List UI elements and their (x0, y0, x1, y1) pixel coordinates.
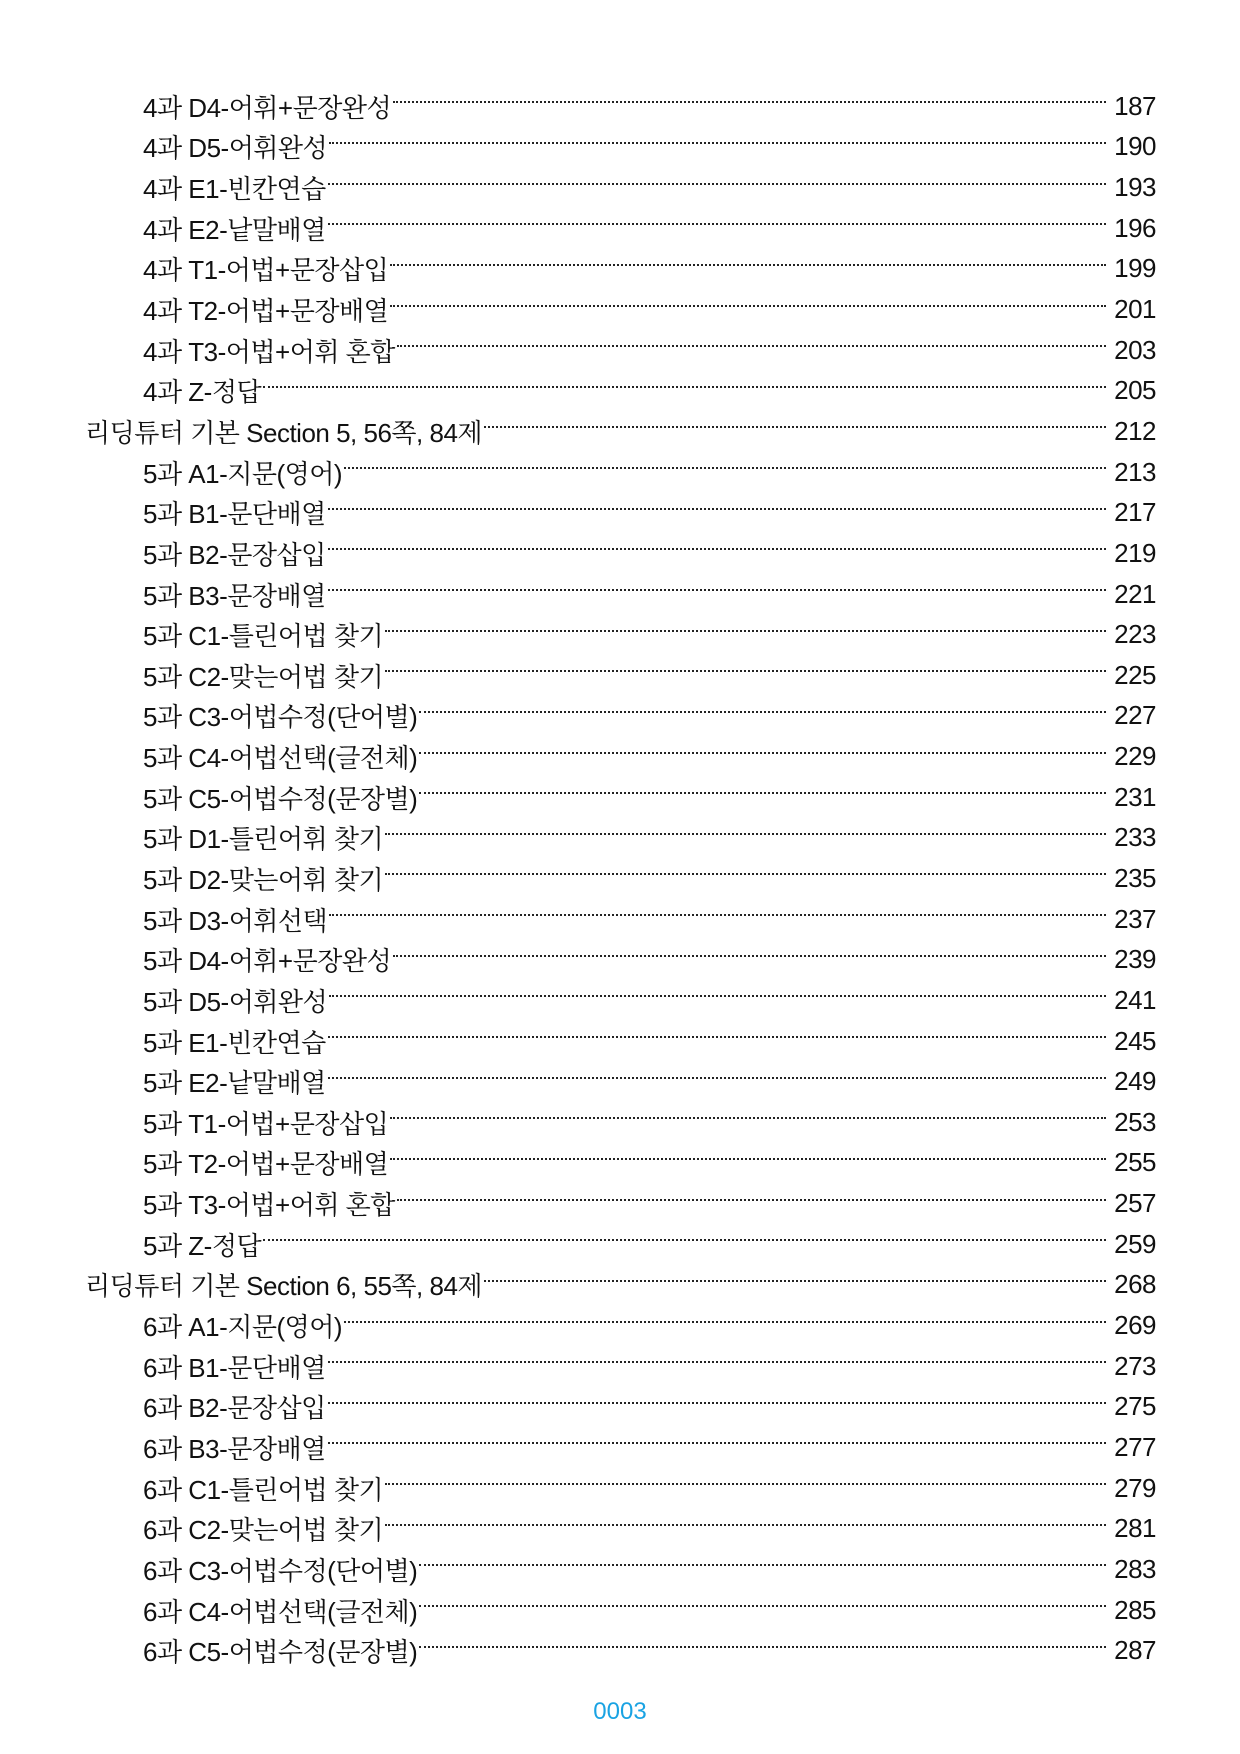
toc-entry[interactable] (0, 208, 1240, 249)
toc-entry[interactable] (0, 492, 1240, 533)
toc-entry[interactable] (0, 696, 1240, 737)
toc-entry-title: 6과 C4-어법선택(글전체) (143, 1596, 418, 1627)
dot-leader (344, 467, 1106, 469)
toc-entry-title: 5과 T3-어법+어휘 혼합 (143, 1190, 395, 1221)
dot-leader (328, 1402, 1106, 1404)
dot-leader (390, 264, 1106, 266)
table-of-contents (0, 86, 1240, 1671)
dot-leader (484, 426, 1106, 428)
dot-leader (419, 1605, 1106, 1607)
toc-entry-title: 5과 Z-정답 (143, 1230, 262, 1261)
toc-entry-title: 5과 E2-낱말배열 (143, 1068, 326, 1099)
toc-entry-title: 5과 D5-어휘완성 (143, 986, 328, 1017)
toc-entry[interactable] (0, 1183, 1240, 1224)
toc-entry-page: 285 (1114, 1594, 1156, 1625)
toc-entry-page: 287 (1114, 1635, 1156, 1666)
dot-leader (419, 792, 1106, 794)
dot-leader (344, 1321, 1106, 1323)
dot-leader (328, 508, 1106, 510)
toc-entry-title: 5과 C3-어법수정(단어별) (143, 702, 418, 733)
dot-leader (328, 589, 1106, 591)
toc-section-entry[interactable] (0, 411, 1240, 452)
toc-entry-title: 6과 A1-지문(영어) (143, 1312, 343, 1343)
toc-entry[interactable] (0, 1061, 1240, 1102)
toc-entry-title: 5과 B2-문장삽입 (143, 539, 326, 570)
toc-entry-title: 6과 B3-문장배열 (143, 1433, 326, 1464)
dot-leader (328, 183, 1106, 185)
toc-entry[interactable] (0, 899, 1240, 940)
toc-entry[interactable] (0, 1508, 1240, 1549)
toc-entry-page: 225 (1114, 659, 1156, 690)
toc-entry-title: 리딩튜터 기본 Section 5, 56쪽, 84제 (85, 417, 483, 448)
dot-leader (419, 711, 1106, 713)
toc-entry-page: 219 (1114, 537, 1156, 568)
toc-entry-page: 275 (1114, 1391, 1156, 1422)
toc-entry-page: 255 (1114, 1147, 1156, 1178)
toc-entry[interactable] (0, 939, 1240, 980)
toc-entry-title: 4과 T1-어법+문장삽입 (143, 255, 389, 286)
dot-leader (419, 1646, 1106, 1648)
dot-leader (329, 995, 1106, 997)
toc-entry-title: 5과 A1-지문(영어) (143, 458, 343, 489)
toc-entry-page: 269 (1114, 1310, 1156, 1341)
dot-leader (328, 548, 1106, 550)
toc-entry-title: 4과 D5-어휘완성 (143, 133, 328, 164)
toc-entry[interactable] (0, 1143, 1240, 1184)
dot-leader (419, 1564, 1106, 1566)
toc-entry[interactable] (0, 1102, 1240, 1143)
dot-leader (385, 873, 1106, 875)
dot-leader (328, 223, 1106, 225)
toc-entry-title: 5과 T1-어법+문장삽입 (143, 1108, 389, 1139)
toc-entry[interactable] (0, 1630, 1240, 1671)
toc-entry[interactable] (0, 980, 1240, 1021)
toc-entry-title: 리딩튜터 기본 Section 6, 55쪽, 84제 (85, 1271, 483, 1302)
toc-entry[interactable] (0, 1468, 1240, 1509)
dot-leader (328, 1442, 1106, 1444)
dot-leader (393, 101, 1106, 103)
toc-entry-title: 4과 E2-낱말배열 (143, 214, 326, 245)
toc-entry[interactable] (0, 736, 1240, 777)
toc-entry-page: 223 (1114, 619, 1156, 650)
toc-entry-title: 6과 C5-어법수정(문장별) (143, 1637, 418, 1668)
toc-entry[interactable] (0, 1590, 1240, 1631)
dot-leader (329, 914, 1106, 916)
dot-leader (390, 1158, 1106, 1160)
toc-entry-page: 249 (1114, 1066, 1156, 1097)
dot-leader (329, 142, 1106, 144)
toc-entry-page: 237 (1114, 903, 1156, 934)
dot-leader (328, 1361, 1106, 1363)
toc-entry-title: 5과 D3-어휘선택 (143, 905, 328, 936)
dot-leader (393, 955, 1106, 957)
toc-entry[interactable] (0, 1549, 1240, 1590)
toc-entry-page: 221 (1114, 578, 1156, 609)
toc-entry[interactable] (0, 127, 1240, 168)
toc-entry-page: 283 (1114, 1553, 1156, 1584)
toc-entry[interactable] (0, 818, 1240, 859)
toc-entry-page: 268 (1114, 1269, 1156, 1300)
toc-entry[interactable] (0, 777, 1240, 818)
toc-entry-title: 5과 D1-틀린어휘 찾기 (143, 824, 384, 855)
toc-entry[interactable] (0, 1427, 1240, 1468)
toc-entry[interactable] (0, 533, 1240, 574)
dot-leader (385, 833, 1106, 835)
dot-leader (390, 305, 1106, 307)
toc-entry-title: 5과 D2-맞는어휘 찾기 (143, 864, 384, 895)
toc-entry-title: 5과 D4-어휘+문장완성 (143, 946, 392, 977)
toc-entry-title: 5과 B3-문장배열 (143, 580, 326, 611)
toc-entry-page: 281 (1114, 1513, 1156, 1544)
toc-entry-page: 187 (1114, 90, 1156, 121)
toc-entry-title: 4과 T2-어법+문장배열 (143, 296, 389, 327)
toc-entry-page: 229 (1114, 741, 1156, 772)
toc-entry-page: 205 (1114, 375, 1156, 406)
toc-entry-page: 239 (1114, 944, 1156, 975)
toc-entry-title: 5과 C1-틀린어법 찾기 (143, 621, 384, 652)
toc-entry-title: 6과 C2-맞는어법 찾기 (143, 1515, 384, 1546)
dot-leader (385, 1524, 1106, 1526)
toc-entry-title: 4과 D4-어휘+문장완성 (143, 92, 392, 123)
toc-entry-title: 5과 C4-어법선택(글전체) (143, 743, 418, 774)
toc-entry-page: 277 (1114, 1431, 1156, 1462)
toc-entry-title: 5과 T2-어법+문장배열 (143, 1149, 389, 1180)
toc-entry-page: 259 (1114, 1228, 1156, 1259)
toc-entry-page: 199 (1114, 253, 1156, 284)
toc-entry-page: 233 (1114, 822, 1156, 853)
dot-leader (328, 1036, 1106, 1038)
toc-entry-page: 212 (1114, 415, 1156, 446)
toc-entry[interactable] (0, 858, 1240, 899)
toc-entry-page: 193 (1114, 172, 1156, 203)
toc-entry-page: 241 (1114, 984, 1156, 1015)
toc-entry-title: 5과 C2-맞는어법 찾기 (143, 661, 384, 692)
toc-entry-title: 5과 C5-어법수정(문장별) (143, 783, 418, 814)
toc-entry-title: 6과 C3-어법수정(단어별) (143, 1555, 418, 1586)
toc-entry-page: 253 (1114, 1106, 1156, 1137)
toc-entry-title: 4과 E1-빈칸연습 (143, 174, 326, 205)
dot-leader (397, 345, 1106, 347)
dot-leader (397, 1199, 1106, 1201)
toc-entry-page: 235 (1114, 862, 1156, 893)
toc-entry-title: 4과 Z-정답 (143, 377, 262, 408)
toc-entry[interactable] (0, 370, 1240, 411)
toc-entry-page: 203 (1114, 334, 1156, 365)
toc-entry[interactable] (0, 167, 1240, 208)
toc-entry[interactable] (0, 614, 1240, 655)
toc-entry-page: 279 (1114, 1472, 1156, 1503)
toc-entry[interactable] (0, 574, 1240, 615)
dot-leader (385, 1483, 1106, 1485)
dot-leader (390, 1117, 1106, 1119)
toc-entry-title: 5과 E1-빈칸연습 (143, 1027, 326, 1058)
toc-entry-page: 217 (1114, 497, 1156, 528)
toc-entry[interactable] (0, 1346, 1240, 1387)
toc-section-entry[interactable] (0, 1265, 1240, 1306)
toc-entry-page: 231 (1114, 781, 1156, 812)
toc-entry-page: 257 (1114, 1188, 1156, 1219)
toc-entry[interactable] (0, 1387, 1240, 1428)
toc-entry[interactable] (0, 1021, 1240, 1062)
toc-entry[interactable] (0, 86, 1240, 127)
toc-entry-page: 196 (1114, 212, 1156, 243)
toc-entry-title: 6과 B2-문장삽입 (143, 1393, 326, 1424)
toc-entry[interactable] (0, 655, 1240, 696)
dot-leader (385, 630, 1106, 632)
toc-entry-page: 245 (1114, 1025, 1156, 1056)
toc-entry[interactable] (0, 289, 1240, 330)
page-number: 0003 (593, 1698, 647, 1725)
dot-leader (484, 1280, 1106, 1282)
toc-entry-page: 213 (1114, 456, 1156, 487)
toc-entry[interactable] (0, 249, 1240, 290)
dot-leader (263, 1239, 1106, 1241)
toc-entry[interactable] (0, 452, 1240, 493)
toc-entry-page: 227 (1114, 700, 1156, 731)
toc-entry-title: 4과 T3-어법+어휘 혼합 (143, 336, 395, 367)
toc-entry[interactable] (0, 1305, 1240, 1346)
dot-leader (385, 670, 1106, 672)
dot-leader (328, 1077, 1106, 1079)
toc-entry-title: 6과 C1-틀린어법 찾기 (143, 1474, 384, 1505)
toc-entry[interactable] (0, 330, 1240, 371)
toc-entry-title: 5과 B1-문단배열 (143, 499, 326, 530)
toc-entry[interactable] (0, 1224, 1240, 1265)
dot-leader (263, 386, 1106, 388)
toc-entry-page: 190 (1114, 131, 1156, 162)
toc-entry-title: 6과 B1-문단배열 (143, 1352, 326, 1383)
dot-leader (419, 752, 1106, 754)
toc-entry-page: 201 (1114, 294, 1156, 325)
toc-entry-page: 273 (1114, 1350, 1156, 1381)
